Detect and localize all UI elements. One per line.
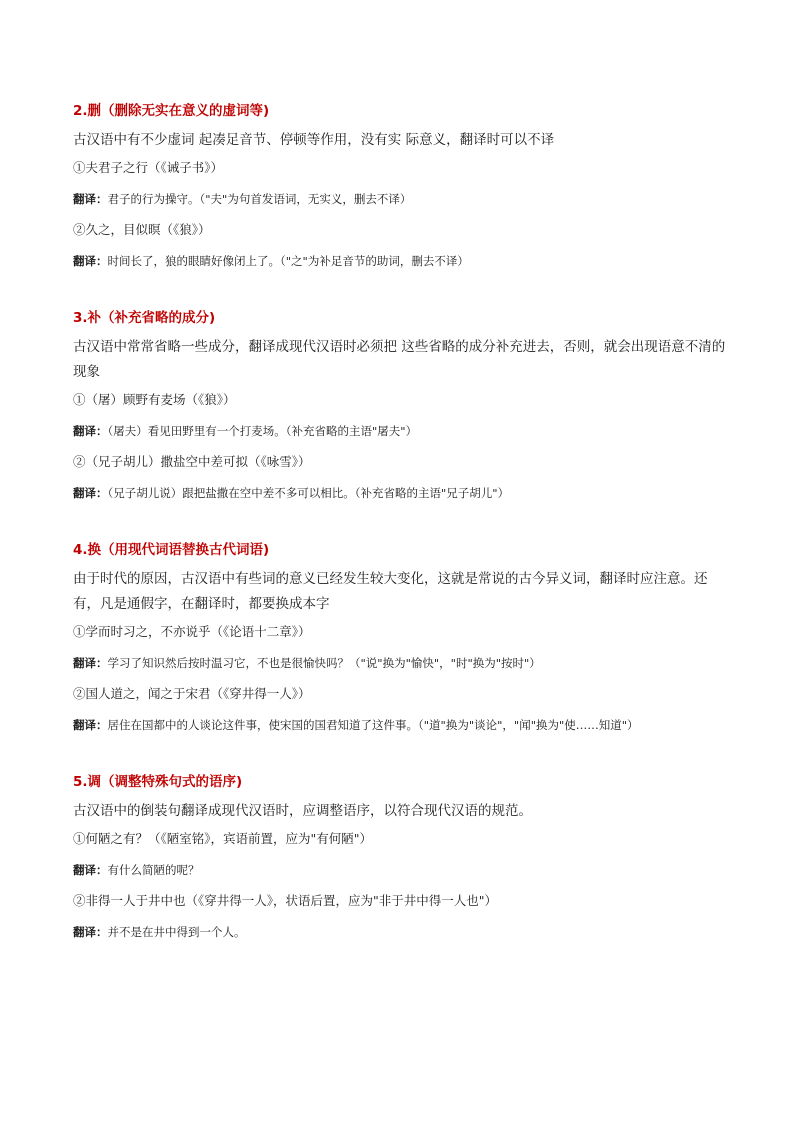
translation-text: 时间长了，狼的眼睛好像闭上了。（"之"为补足音节的助词，删去不译） [107, 254, 469, 268]
example-sentence: ②非得一人于井中也（《穿井得一人》，状语后置，应为"非于井中得一人也"） [73, 893, 498, 908]
translation-text: （兄子胡儿说）跟把盐撒在空中差不多可以相比。（补充省略的主语"兄子胡儿"） [107, 486, 510, 500]
example-sentence: ①夫君子之行（《诫子书》） [73, 160, 224, 175]
translation-text: 并不是在井中得到一个人。 [107, 925, 246, 939]
translation-label: 翻译： [73, 486, 108, 500]
example-sentence: ②久之，目似暝（《狼》） [73, 222, 211, 237]
section-heading: 3.补（补充省略的成分) [73, 310, 216, 326]
translation-label: 翻译： [73, 925, 108, 939]
example-sentence: ②国人道之，闻之于宋君（《穿井得一人》） [73, 686, 311, 701]
section-intro: 古汉语中有不少虚词 起凑足音节、停顿等作用，没有实 际意义，翻译时可以不译 [73, 132, 555, 148]
section-reorder [73, 771, 733, 944]
section-delete [73, 100, 733, 273]
translation-text: 有什么简陋的呢？ [107, 863, 200, 877]
translation-line [73, 187, 733, 211]
translation-line [73, 419, 733, 443]
translation-text: 学习了知识然后按时温习它，不也是很愉快吗？（"说"换为"愉快"，"时"换为"按时"） [107, 656, 541, 670]
section-intro: 古汉语中常常省略一些成分，翻译成现代汉语时必须把 这些省略的成分补充进去，否则，就会出现语意不清的现象 [73, 339, 726, 380]
section-heading: 5.调（调整特殊句式的语序) [73, 774, 243, 790]
translation-label: 翻译： [73, 656, 108, 670]
translation-label: 翻译： [73, 863, 108, 877]
section-heading: 2.删（删除无实在意义的虚词等) [73, 103, 270, 119]
translation-line [73, 858, 733, 882]
translation-line [73, 920, 733, 944]
translation-line [73, 713, 733, 737]
section-heading: 4.换（用现代词语替换古代词语) [73, 542, 270, 558]
section-supplement [73, 307, 733, 505]
example-sentence: ②（兄子胡儿）撒盐空中差可拟（《咏雪》） [73, 454, 311, 469]
translation-text: 君子的行为操守。（"夫"为句首发语词，无实义，删去不译） [107, 192, 412, 206]
translation-line [73, 249, 733, 273]
section-replace [73, 539, 733, 737]
example-sentence: ①学而时习之，不亦说乎（《论语十二章》） [73, 624, 311, 639]
translation-label: 翻译： [73, 192, 108, 206]
translation-text: （屠夫）看见田野里有一个打麦场。（补充省略的主语"屠夫"） [107, 424, 418, 438]
section-intro: 由于时代的原因，古汉语中有些词的意义已经发生较大变化，这就是常说的古今异义词，翻译时应注意。还有，凡是通假字，在翻译时，都要换成本字 [73, 571, 708, 612]
translation-text: 居住在国都中的人谈论这件事，使宋国的国君知道了这件事。（"道"换为"谈论"，"闻"换为"使……知道"） [107, 718, 639, 732]
document-page [73, 100, 733, 978]
translation-line [73, 651, 733, 675]
translation-line [73, 481, 733, 505]
translation-label: 翻译： [73, 424, 108, 438]
example-sentence: ①（屠）顾野有麦场（《狼》） [73, 392, 236, 407]
translation-label: 翻译： [73, 254, 108, 268]
example-sentence: ①何陋之有？（《陋室铭》，宾语前置，应为"有何陋"） [73, 831, 373, 846]
section-intro: 古汉语中的倒装句翻译成现代汉语时，应调整语序，以符合现代汉语的规范。 [73, 803, 532, 819]
translation-label: 翻译： [73, 718, 108, 732]
